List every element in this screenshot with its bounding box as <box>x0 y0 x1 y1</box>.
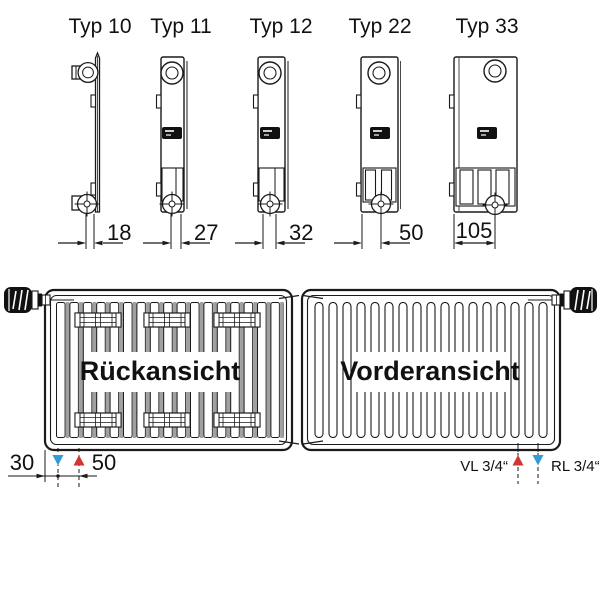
mounting-bracket-icon <box>144 413 190 427</box>
typ-10-label: Typ 10 <box>68 15 132 38</box>
offset-dimension-label: 30 <box>9 450 35 475</box>
type-badge-icon <box>162 127 182 139</box>
typ-10-column <box>58 15 132 249</box>
mounting-bracket-icon <box>75 313 121 327</box>
typ-11-dimension <box>143 214 218 249</box>
spacing-dimension-label: 50 <box>91 450 117 475</box>
front-view-label: Vorderansicht <box>340 356 520 386</box>
typ-10-profile-drawing <box>72 53 100 217</box>
mounting-bracket-icon <box>75 413 121 427</box>
return-arrow-icon <box>53 455 64 466</box>
rear-view-radiator <box>4 287 299 490</box>
return-arrow-icon <box>533 455 544 466</box>
typ-12-depth-value: 32 <box>289 220 314 245</box>
typ-10-depth-value: 18 <box>107 220 132 245</box>
typ-33-depth-value: 105 <box>455 218 493 243</box>
typ-12-label: Typ 12 <box>249 15 313 38</box>
typ-12-profile-drawing <box>254 57 289 217</box>
typ-11-label: Typ 11 <box>150 15 212 38</box>
mounting-bracket-icon <box>144 313 190 327</box>
flow-arrow-icon <box>513 455 524 466</box>
typ-11-depth-value: 27 <box>194 220 219 245</box>
typ-33-profile-drawing <box>450 57 518 218</box>
flow-arrow-icon <box>74 455 85 466</box>
typ-12-column <box>235 15 313 249</box>
typ-11-profile-drawing <box>157 57 188 217</box>
vent-plug-icon <box>161 62 183 84</box>
typ-12-dimension <box>235 214 313 249</box>
mounting-bracket-icon <box>214 413 260 427</box>
typ-22-label: Typ 22 <box>348 15 412 38</box>
front-view-radiator <box>302 287 600 484</box>
type-badge-icon <box>260 127 280 139</box>
return-connection-label: RL 3/4“ <box>551 458 600 475</box>
typ-33-dimension <box>454 214 495 249</box>
typ-22-dimension <box>334 214 423 249</box>
typ-33-label: Typ 33 <box>455 15 519 38</box>
vent-plug-icon <box>484 60 506 82</box>
typ-22-column <box>334 15 423 249</box>
typ-33-column <box>450 15 519 249</box>
type-badge-icon <box>370 127 390 139</box>
typ-22-profile-drawing <box>357 57 401 217</box>
typ-10-dimension <box>58 214 131 249</box>
typ-22-depth-value: 50 <box>399 220 424 245</box>
rear-view-label: Rückansicht <box>79 356 241 386</box>
flow-connection-label: VL 3/4“ <box>460 458 508 475</box>
mounting-bracket-icon <box>214 313 260 327</box>
vent-plug-icon <box>78 63 98 83</box>
vent-plug-icon <box>368 62 390 84</box>
type-badge-icon <box>477 127 497 139</box>
typ-11-column <box>143 15 218 249</box>
rear-connection-dimensions <box>8 448 116 490</box>
vent-plug-icon <box>259 62 281 84</box>
